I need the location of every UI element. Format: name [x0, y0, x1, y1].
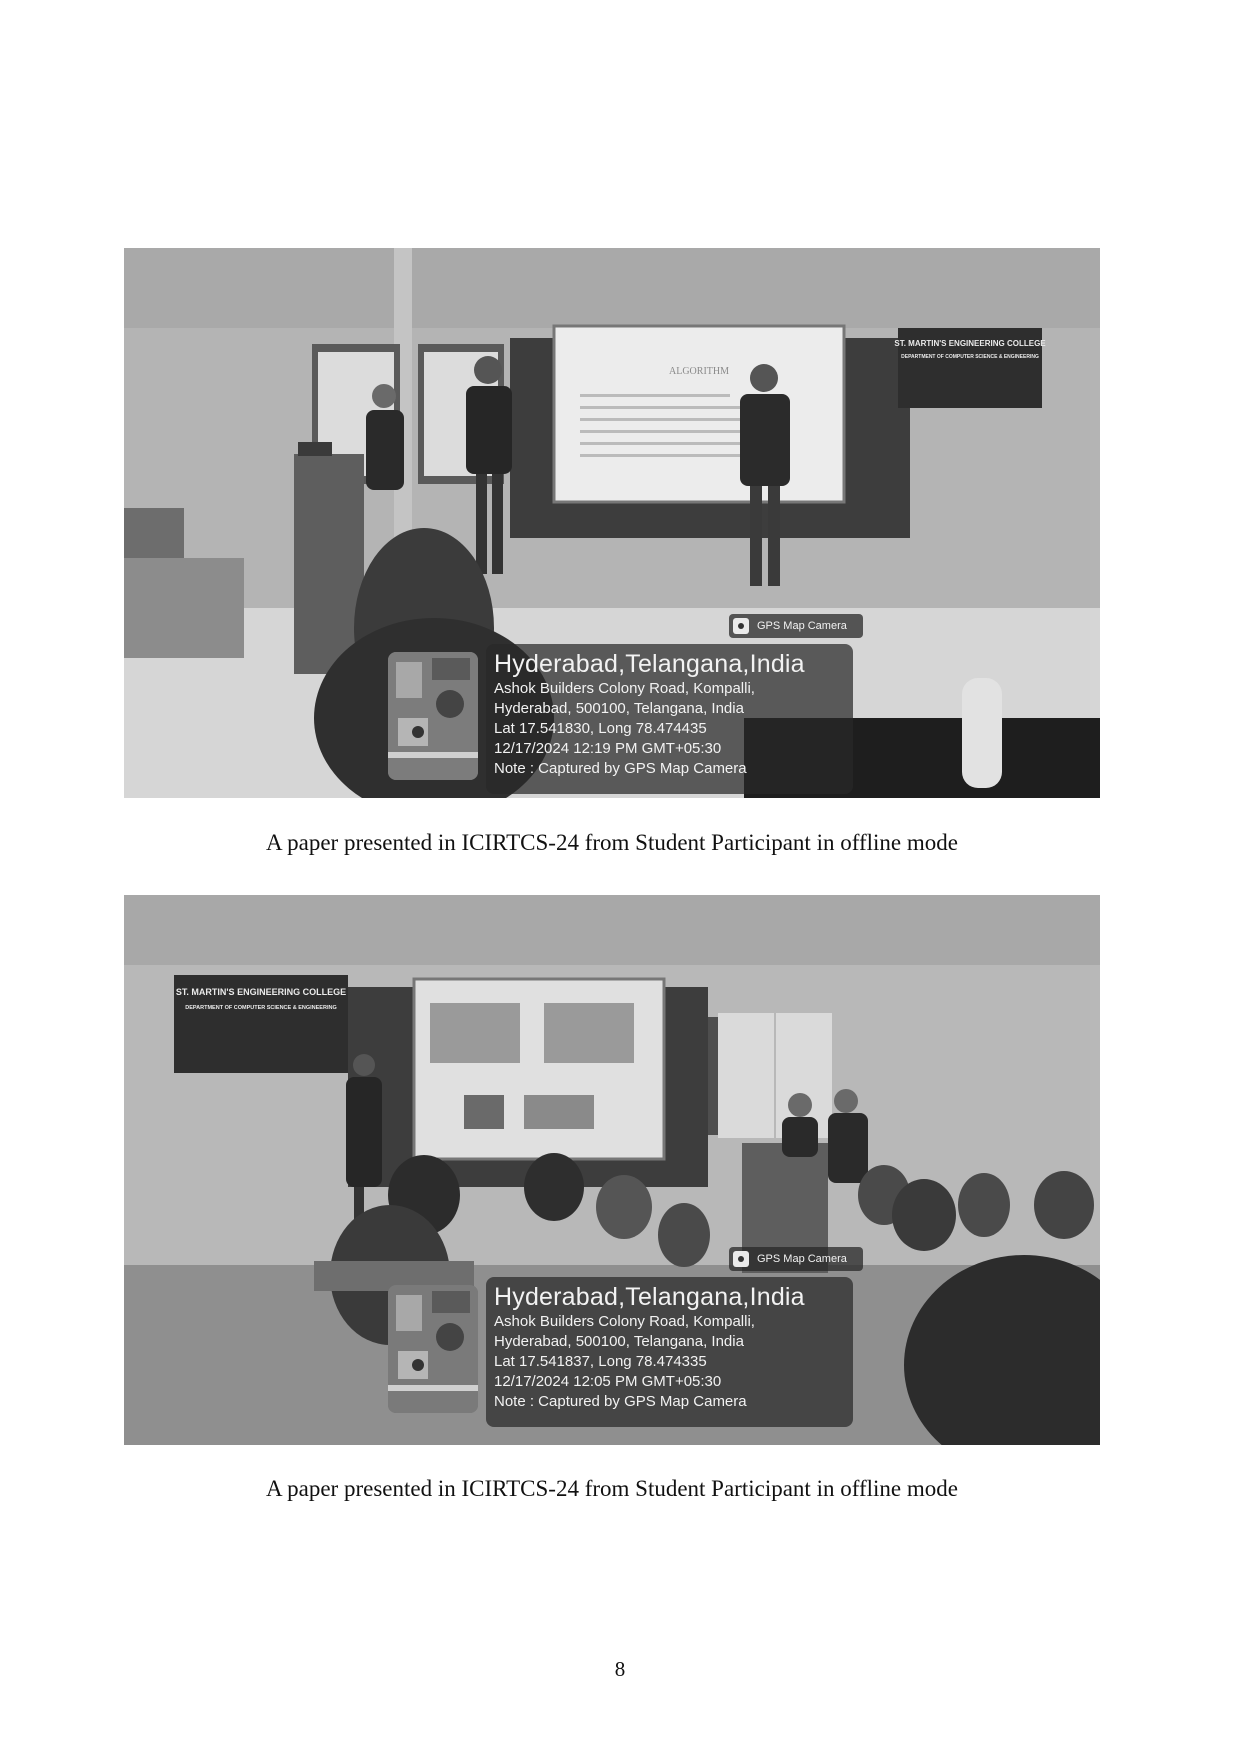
- address-line-1: Ashok Builders Colony Road, Kompalli,: [494, 1313, 755, 1330]
- location-city: Hyderabad,Telangana,India: [494, 650, 805, 678]
- photo-caption-2: A paper presented in ICIRTCS-24 from Student Participant in offline mode: [266, 1476, 958, 1501]
- timestamp: 12/17/2024 12:05 PM GMT+05:30: [494, 1373, 722, 1390]
- poster-subtitle-2: DEPARTMENT OF COMPUTER SCIENCE & ENGINEERING: [185, 1005, 337, 1011]
- slide-title: ALGORITHM: [669, 366, 729, 377]
- poster-subtitle-1: DEPARTMENT OF COMPUTER SCIENCE & ENGINEERING: [901, 354, 1039, 360]
- poster-title-1: ST. MARTIN'S ENGINEERING COLLEGE: [894, 339, 1046, 348]
- address-line-1: Ashok Builders Colony Road, Kompalli,: [494, 680, 755, 697]
- gps-camera-badge: [729, 1247, 863, 1271]
- location-city: Hyderabad,Telangana,India: [494, 1283, 805, 1311]
- badge-label: GPS Map Camera: [757, 620, 847, 632]
- camera-icon: [733, 1251, 749, 1267]
- map-thumbnail: [388, 652, 478, 780]
- presentation-photo-1: [124, 248, 1100, 798]
- coordinates: Lat 17.541837, Long 78.474335: [494, 1353, 707, 1370]
- coordinates: Lat 17.541830, Long 78.474435: [494, 720, 707, 737]
- poster-title-2: ST. MARTIN'S ENGINEERING COLLEGE: [175, 987, 347, 997]
- photo-caption-1: A paper presented in ICIRTCS-24 from Student Participant in offline mode: [266, 830, 958, 855]
- capture-note: Note : Captured by GPS Map Camera: [494, 760, 747, 777]
- page-number: 8: [614, 1657, 626, 1681]
- address-line-2: Hyderabad, 500100, Telangana, India: [494, 1333, 744, 1350]
- gps-stamp: [486, 644, 853, 794]
- timestamp: 12/17/2024 12:19 PM GMT+05:30: [494, 740, 722, 757]
- gps-stamp: [486, 1277, 853, 1427]
- capture-note: Note : Captured by GPS Map Camera: [494, 1393, 747, 1410]
- map-thumbnail: [388, 1285, 478, 1413]
- camera-icon: [733, 618, 749, 634]
- badge-label: GPS Map Camera: [757, 1253, 847, 1265]
- presentation-photo-2: [124, 895, 1100, 1445]
- gps-camera-badge: [729, 614, 863, 638]
- address-line-2: Hyderabad, 500100, Telangana, India: [494, 700, 744, 717]
